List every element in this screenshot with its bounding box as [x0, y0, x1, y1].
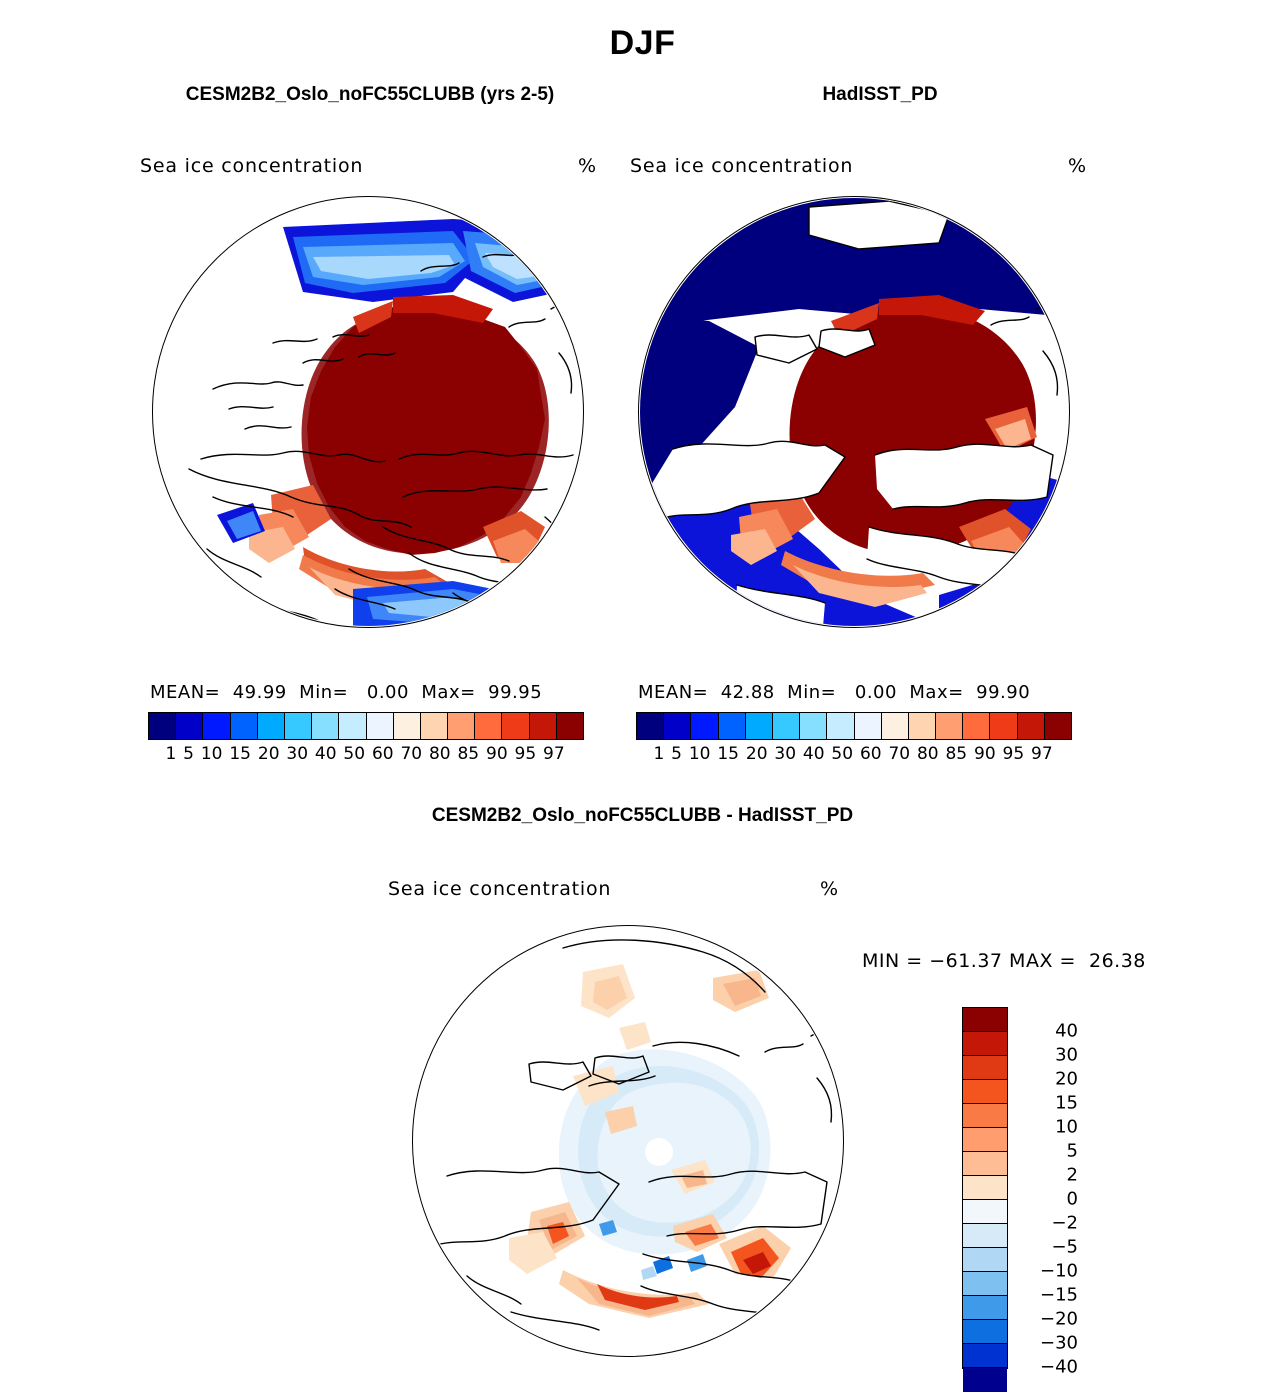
cbar-tick: 85 — [457, 744, 480, 764]
cbar-tick: 90 — [974, 744, 996, 764]
cbar-tick: 80 — [916, 744, 939, 764]
stats-obs: MEAN= 42.88 Min= 0.00 Max= 99.90 — [638, 682, 1031, 703]
colorbar-diff — [962, 1007, 1008, 1369]
map-diff — [412, 925, 844, 1357]
cbar-tick: 1 — [653, 744, 665, 764]
cbar-tick: 15 — [229, 744, 251, 764]
vbar-tick: 2 — [1066, 1164, 1078, 1186]
map-obs-canvas — [639, 197, 1069, 627]
map-model-canvas — [153, 197, 583, 627]
unit-label-obs: % — [1068, 155, 1087, 177]
cbar-tick: 97 — [1031, 744, 1053, 764]
cbar-tick: 50 — [831, 744, 854, 764]
vbar-tick: −15 — [1040, 1284, 1078, 1306]
panel-title-diff: CESM2B2_Oslo_noFC55CLUBB - HadISST_PD — [431, 805, 854, 826]
cbar-tick: 60 — [371, 744, 394, 764]
map-model — [152, 196, 584, 628]
map-obs — [638, 196, 1070, 628]
cbar-tick: 97 — [543, 744, 565, 764]
cbar-tick: 90 — [486, 744, 508, 764]
vbar-tick: −10 — [1040, 1260, 1078, 1282]
cbar-tick: 50 — [343, 744, 366, 764]
vbar-tick: 20 — [1055, 1068, 1078, 1090]
cbar-tick: 70 — [400, 744, 423, 764]
cbar-tick: 1 — [165, 744, 177, 764]
stats-diff: MIN = −61.37 MAX = 26.38 — [862, 950, 1146, 972]
vbar-tick: −5 — [1051, 1236, 1078, 1258]
cbar-tick: 15 — [717, 744, 739, 764]
colorbar-labels-diff — [1022, 1007, 1082, 1378]
vbar-tick: 40 — [1055, 1020, 1078, 1042]
variable-label-obs: Sea ice concentration — [630, 155, 854, 177]
cbar-tick: 5 — [671, 744, 682, 764]
cbar-tick: 70 — [888, 744, 911, 764]
cbar-tick: 95 — [1002, 744, 1025, 764]
cbar-tick: 20 — [257, 744, 280, 764]
figure-title: DJF — [609, 24, 676, 62]
unit-label-diff: % — [820, 878, 839, 900]
cbar-tick: 80 — [428, 744, 451, 764]
cbar-tick: 30 — [286, 744, 309, 764]
vbar-tick: 30 — [1055, 1044, 1078, 1066]
cbar-tick: 20 — [745, 744, 768, 764]
cbar-tick: 5 — [183, 744, 194, 764]
unit-label-model: % — [578, 155, 597, 177]
panel-title-obs: HadISST_PD — [822, 84, 938, 105]
cbar-tick: 85 — [945, 744, 968, 764]
variable-label-model: Sea ice concentration — [140, 155, 364, 177]
variable-label-diff: Sea ice concentration — [388, 878, 612, 900]
cbar-tick: 40 — [802, 744, 825, 764]
cbar-tick: 10 — [200, 744, 223, 764]
cbar-tick: 95 — [514, 744, 537, 764]
vbar-tick: 10 — [1055, 1116, 1078, 1138]
cbar-tick: 30 — [774, 744, 797, 764]
colorbar-labels-model — [162, 744, 568, 764]
colorbar-labels-obs — [650, 744, 1056, 764]
vbar-tick: 15 — [1055, 1092, 1078, 1114]
vbar-tick: 0 — [1066, 1188, 1078, 1210]
vbar-tick: −40 — [1040, 1356, 1078, 1378]
vbar-tick: −20 — [1040, 1308, 1078, 1330]
vbar-tick: 5 — [1066, 1140, 1078, 1162]
cbar-tick: 40 — [314, 744, 337, 764]
colorbar-obs — [636, 712, 1072, 740]
cbar-tick: 60 — [859, 744, 882, 764]
stats-model: MEAN= 49.99 Min= 0.00 Max= 99.95 — [150, 682, 543, 703]
map-diff-canvas — [413, 926, 843, 1356]
vbar-tick: −30 — [1040, 1332, 1078, 1354]
vbar-tick: −2 — [1051, 1212, 1078, 1234]
panel-title-model: CESM2B2_Oslo_noFC55CLUBB (yrs 2-5) — [185, 84, 555, 105]
cbar-tick: 10 — [688, 744, 711, 764]
colorbar-model — [148, 712, 584, 740]
